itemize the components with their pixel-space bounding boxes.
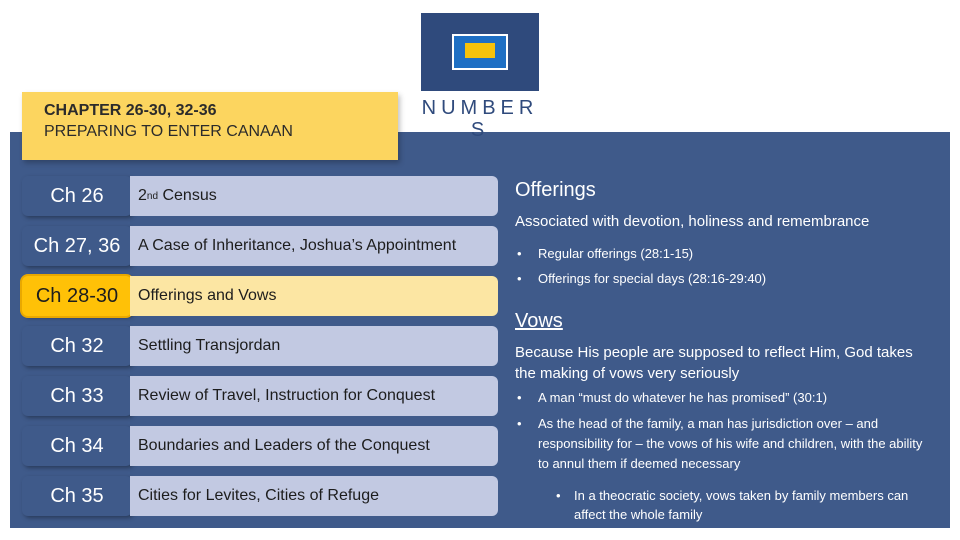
- chapter-row[interactable]: [22, 426, 498, 466]
- bullet-dot: •: [556, 488, 561, 503]
- topic-text: Census: [158, 187, 217, 204]
- vows-list: [515, 388, 935, 474]
- book-title: NUMBERS: [421, 97, 539, 141]
- topic-ordinal: nd: [146, 190, 159, 202]
- offerings-intro: Associated with devotion, holiness and remembrance: [515, 213, 870, 230]
- sub-bullet-text: In a theocratic society, vows taken by family members can affect the whole family: [574, 488, 909, 522]
- chapter-label: Ch 35: [22, 476, 132, 516]
- vows-intro: Because His people are supposed to reflect Him, God takes the making of vows very seriously: [515, 344, 913, 382]
- chapter-topic: Settling Transjordan: [130, 326, 498, 366]
- chapter-tab: [22, 92, 398, 160]
- chapter-range: CHAPTER 26-30, 32-36: [44, 102, 217, 119]
- list-item: • A man “must do whatever he has promised” (30:1): [515, 388, 935, 408]
- chapter-row[interactable]: [22, 176, 498, 216]
- chapter-topic: [130, 176, 498, 216]
- chapter-topic: Review of Travel, Instruction for Conquest: [130, 376, 498, 416]
- chapter-label: Ch 33: [22, 376, 132, 416]
- chapter-label: Ch 28-30: [22, 276, 132, 316]
- chapter-row[interactable]: [22, 226, 498, 266]
- topic-number: 2: [138, 187, 147, 204]
- chapter-topic: Boundaries and Leaders of the Conquest: [130, 426, 498, 466]
- list-item: • Regular offerings (28:1-15): [515, 244, 945, 264]
- chapter-label: Ch 27, 36: [22, 226, 132, 266]
- offerings-list: [515, 244, 945, 289]
- offerings-heading: Offerings: [515, 179, 596, 201]
- chapter-row[interactable]: [22, 476, 498, 516]
- chapter-topic: Offerings and Vows: [130, 276, 498, 316]
- chapter-label: Ch 26: [22, 176, 132, 216]
- book-square-icon: [452, 34, 508, 70]
- chapter-row[interactable]: [22, 326, 498, 366]
- chapter-topic: A Case of Inheritance, Joshua’s Appointment: [130, 226, 498, 266]
- vows-heading: Vows: [515, 310, 563, 332]
- chapter-label: Ch 32: [22, 326, 132, 366]
- book-logo: [421, 13, 539, 91]
- chapter-theme: PREPARING TO ENTER CANAAN: [44, 123, 293, 140]
- list-item: • As the head of the family, a man has jurisdiction over – and responsibility for – the vows of his wife and children, with the ability to annul them if deemed necessary: [515, 414, 935, 474]
- vows-sub-bullet: [553, 486, 943, 524]
- logo-accent: [465, 43, 495, 58]
- list-item: • Offerings for special days (28:16-29:40): [515, 269, 945, 289]
- chapter-label: Ch 34: [22, 426, 132, 466]
- chapter-topic: Cities for Levites, Cities of Refuge: [130, 476, 498, 516]
- chapter-row-active[interactable]: [22, 276, 498, 316]
- chapter-row[interactable]: [22, 376, 498, 416]
